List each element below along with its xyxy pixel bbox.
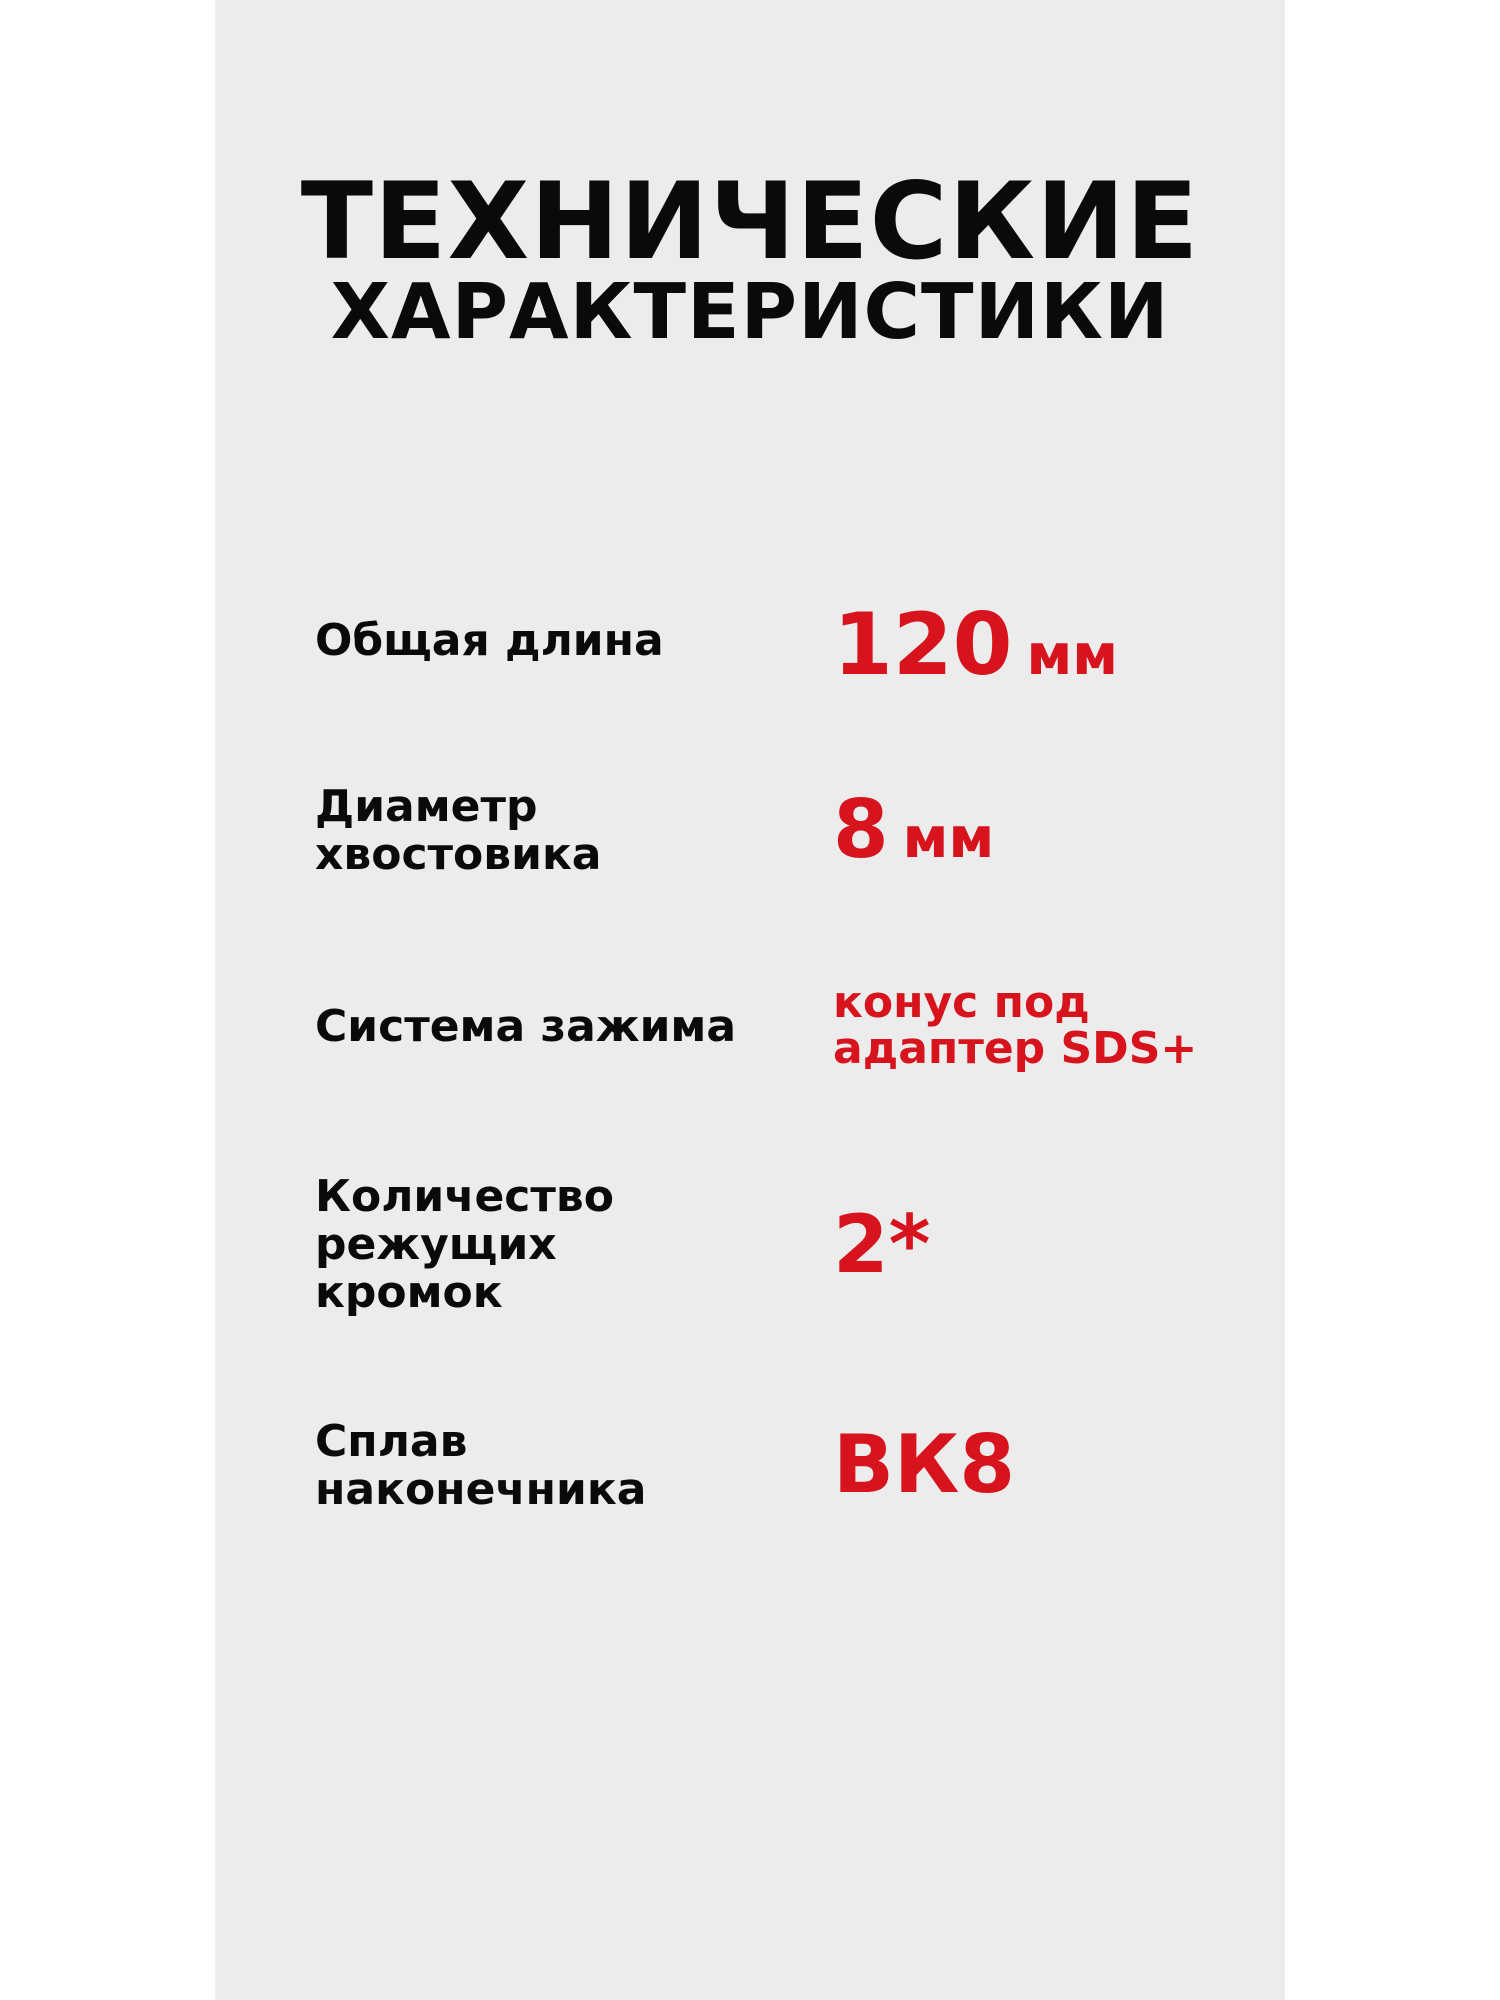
spec-value-number: 8 [833, 783, 889, 876]
spec-value-clamping-system: конус под адаптер SDS+ [833, 977, 1198, 1074]
page-title-line-2: ХАРАКТЕРИСТИКИ [330, 268, 1170, 357]
spec-value-unit: мм [1026, 623, 1119, 688]
spec-value-number: 120 [833, 595, 1013, 695]
spec-label-clamping-system: Система зажима [315, 1001, 737, 1052]
spec-label-cutting-edges: Количество режущих кромок [315, 1171, 614, 1318]
spec-value-unit: мм [902, 806, 995, 871]
spec-value-total-length [833, 597, 1118, 704]
spec-value-tip-alloy: ВК8 [833, 1418, 1016, 1511]
spec-label-total-length: Общая длина [315, 615, 664, 666]
spec-label-tip-alloy: Сплав наконечника [315, 1416, 647, 1515]
page-title-line-1: ТЕХНИЧЕСКИЕ [300, 160, 1200, 283]
spec-label-shank-diameter: Диаметр хвостовика [315, 781, 602, 880]
spec-value-shank-diameter [833, 785, 994, 884]
spec-value-cutting-edges: 2* [833, 1198, 931, 1291]
